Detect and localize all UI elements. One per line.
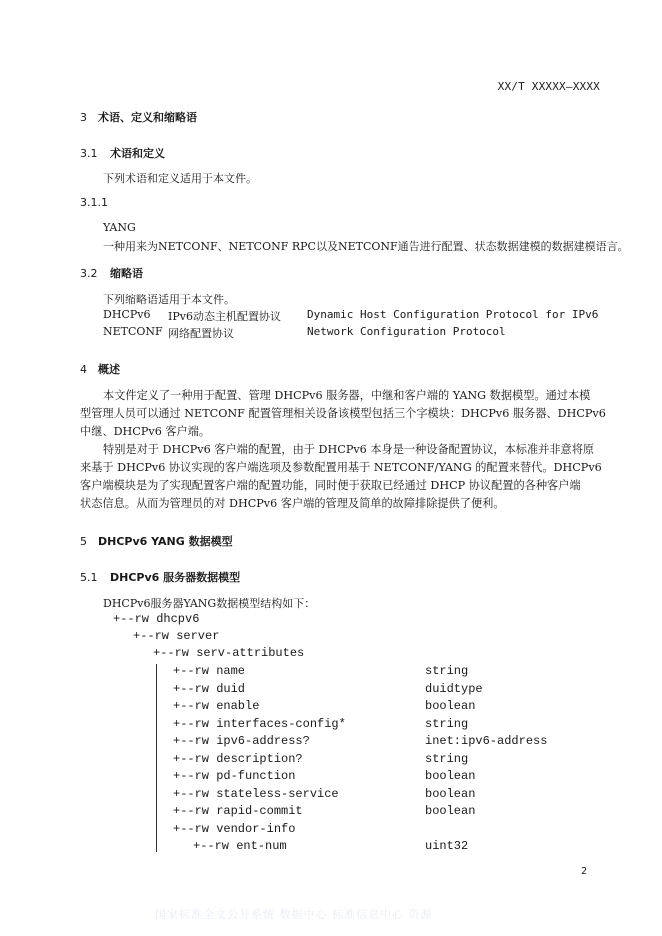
tree-leaf-node: +--rw rapid-commit [173, 804, 303, 818]
overview-para2-line1: 特别是对于 DHCPv6 客户端的配置，由于 DHCPv6 本身是一种设备配置协议，本标准并非意将原 [103, 443, 595, 456]
section-5-1-heading: 5.1 DHCPv6 服务器数据模型 [80, 571, 241, 584]
page-number: 2 [580, 866, 587, 877]
tree-leaf-type: duidtype [425, 682, 483, 696]
tree-leaf-node: +--rw ipv6-address? [173, 734, 310, 748]
tree-leaf-node: +--rw interfaces-config* [173, 717, 346, 731]
term-yang: YANG [103, 221, 136, 234]
section-5-1-intro: DHCPv6服务器YANG数据模型结构如下： [103, 597, 316, 610]
tree-leaf-type: boolean [425, 769, 476, 783]
tree-leaf-node: +--rw pd-function [173, 769, 296, 783]
abbr-dhcpv6-en: Dynamic Host Configuration Protocol for IPv6 [307, 308, 599, 321]
abbr-netconf-en: Network Configuration Protocol [307, 325, 506, 338]
overview-para2-line4: 状态信息。从而为管理员的对 DHCPv6 客户端的管理及简单的故障排除提供了便利。 [80, 497, 505, 510]
tree-leaf-ent-num-type: uint32 [425, 839, 469, 853]
tree-leaf-node: +--rw duid [173, 682, 246, 696]
abbr-netconf: NETCONF [103, 325, 163, 338]
tree-leaf-type: string [425, 717, 469, 731]
tree-leaf-type: string [425, 752, 469, 766]
section-5-heading: 5 DHCPv6 YANG 数据模型 [80, 535, 233, 548]
tree-leaf-node: +--rw enable [173, 699, 260, 713]
overview-para2-line2: 来基于 DHCPv6 协议实现的客户端选项及参数配置用基于 NETCONF/YANG 的配置来替代。DHCPv6 [80, 461, 602, 474]
watermark: 国家标准全文公开系统 数据中心 标准信息中心 资源 [155, 908, 433, 921]
section-3-1-intro: 下列术语和定义适用于本文件。 [103, 172, 257, 185]
abbr-netconf-cn: 网络配置协议 [168, 327, 234, 340]
section-4-heading: 4 概述 [80, 363, 120, 376]
tree-leaf-node: +--rw name [173, 664, 246, 678]
tree-leaf-ent-num: +--rw ent-num [193, 839, 287, 853]
section-3-1-heading: 3.1 术语和定义 [80, 147, 165, 160]
tree-guide-line [156, 664, 157, 852]
tree-leaf-node: +--rw description? [173, 752, 303, 766]
tree-leaf-type: boolean [425, 804, 476, 818]
tree-node-server: +--rw server [133, 629, 220, 643]
abbr-dhcpv6: DHCPv6 [103, 308, 151, 321]
tree-root-dhcpv6: +--rw dhcpv6 [113, 612, 200, 626]
abbr-dhcpv6-cn: IPv6动态主机配置协议 [168, 310, 281, 323]
section-3-2-heading: 3.2 缩略语 [80, 267, 143, 280]
document-code: XX/T XXXXX—XXXX [497, 80, 600, 93]
section-3-2-intro: 下列缩略语适用于本文件。 [103, 293, 235, 306]
tree-leaf-type: boolean [425, 787, 476, 801]
overview-para1-line2: 型管理人员可以通过 NETCONF 配置管理相关设备该模型包括三个字模块：DHCPv6 服务器、DHCPv6 [80, 407, 606, 420]
term-yang-definition: 一种用来为NETCONF、NETCONF RPC以及NETCONF通告进行配置、状态数据建模的数据建模语言。 [103, 240, 629, 253]
section-3-1-1-number: 3.1.1 [80, 196, 108, 209]
tree-leaf-node: +--rw stateless-service [173, 787, 339, 801]
tree-leaf-node: +--rw vendor-info [173, 822, 296, 836]
tree-leaf-type: boolean [425, 699, 476, 713]
tree-node-serv-attributes: +--rw serv-attributes [153, 646, 305, 660]
overview-para2-line3: 客户端模块是为了实现配置客户端的配置功能，同时便于获取已经通过 DHCP 协议配置的各种客户端 [80, 479, 581, 492]
overview-para1-line1: 本文件定义了一种用于配置、管理 DHCPv6 服务器，中继和客户端的 YANG 数据模型。通过本模 [103, 389, 591, 402]
tree-leaf-type: string [425, 664, 469, 678]
overview-para1-line3: 中继、DHCPv6 客户端。 [80, 425, 211, 438]
section-3-heading: 3 术语、定义和缩略语 [80, 111, 197, 124]
tree-leaf-type: inet:ipv6-address [425, 734, 548, 748]
